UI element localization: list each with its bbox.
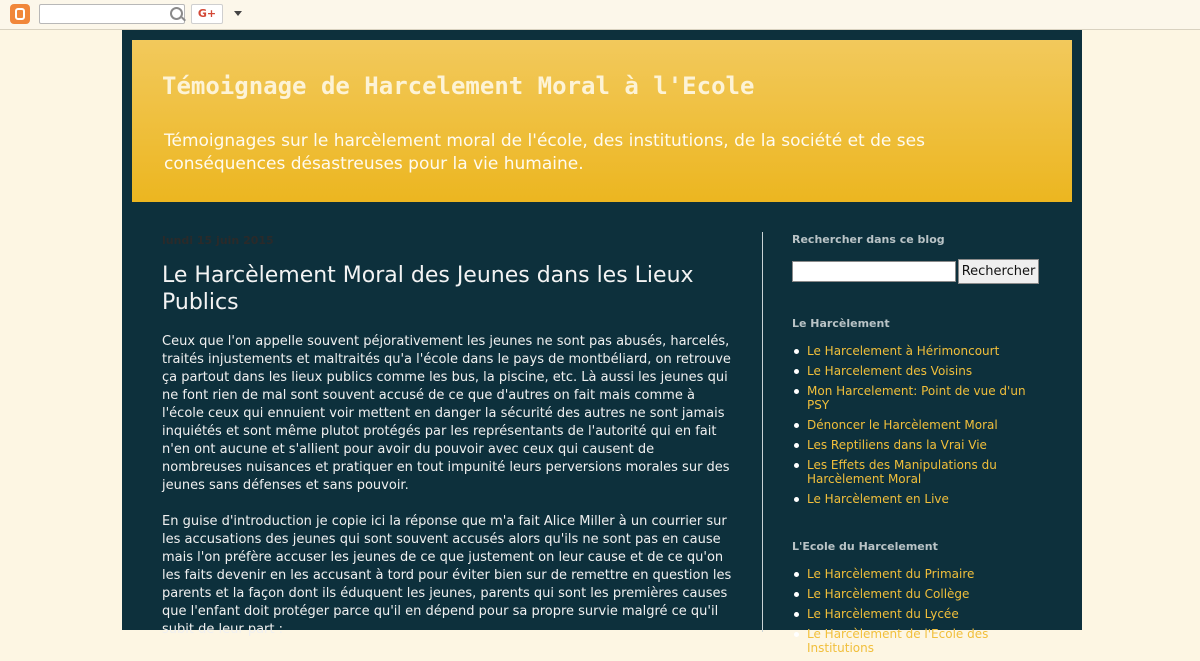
blog-search-input[interactable] <box>792 261 956 282</box>
search-icon[interactable] <box>170 7 183 20</box>
chevron-down-icon[interactable] <box>234 11 242 16</box>
blog-container <box>122 30 1082 655</box>
sidebar-link[interactable]: Mon Harcelement: Point de vue d'un PSY <box>792 384 1042 412</box>
sidebar-link[interactable]: Le Harcèlement du Collège <box>792 587 1042 601</box>
harcelement-link-list <box>792 344 1042 512</box>
sidebar-link[interactable]: Le Harcèlement de l'Ecole des Institutions <box>792 627 1042 655</box>
post-date: lundi 15 juin 2015 <box>162 234 274 247</box>
ecole-widget-title: L'Ecole du Harcelement <box>792 540 938 553</box>
post-paragraph: En guise d'introduction je copie ici la réponse que m'a fait Alice Miller à un courrier sur les accusations des jeunes qui sont souvent accusés alors qu'ils ne sont pas en cause mais l'on préfère accuser les jeunes de ce que justement on leur cause et de ce qu'on les faits devenir en les accusant à tord pour éviter bien sur de remettre en question les parents et la façon dont ils éduquent les jeunes, parents qui sont les premières causes que l'enfant doit protéger parce qu'il en dépend pour sa propre survie malgré ce qu'il subit de leur part : <box>162 514 732 637</box>
blog-header <box>132 40 1072 202</box>
ecole-link-list <box>792 567 1042 661</box>
sidebar-link[interactable]: Les Effets des Manipulations du Harcèlement Moral <box>792 458 1042 486</box>
post-title[interactable]: Le Harcèlement Moral des Jeunes dans les Lieux Publics <box>162 263 694 315</box>
sidebar-link[interactable]: Les Reptiliens dans la Vrai Vie <box>792 438 1042 452</box>
blogger-navbar <box>0 0 1200 30</box>
post-paragraph: Ceux que l'on appelle souvent péjorativement les jeunes ne sont pas abusés, harcelés, traités injustements et maltraités qu'a l'école dans le pays de montbéliard, on retrouve ça partout dans les lieux publics comme les bus, la piscine, etc. Là aussi les jeunes qui ne font rien de mal sont souvent accusé de ce que d'autres on fait mais comme à l'école ceux qui ennuient voir mettent en danger la sécurité des autres ne sont jamais inquiétés et sont même plutot protégés par les représentants de l'autorité qui en fait n'en ont aucune et s'allient pour avoir du pouvoir avec ceux qui causent de nombreuses nuisances et pratiquer en tout impunité leurs perversions morales sur des jeunes sans défenses et sans pouvoir. <box>162 334 731 493</box>
post-body <box>162 333 732 657</box>
search-button[interactable]: Rechercher <box>958 259 1039 284</box>
google-plus-button[interactable]: G+ <box>191 4 223 24</box>
blogger-logo-icon[interactable] <box>10 4 30 24</box>
navbar-search-input[interactable] <box>39 4 185 24</box>
sidebar-link[interactable]: Le Harcelement à Hérimoncourt <box>792 344 1042 358</box>
sidebar-link[interactable]: Le Harcèlement en Live <box>792 492 1042 506</box>
column-divider <box>762 232 763 632</box>
blog-description: Témoignages sur le harcèlement moral de l'école, des institutions, de la société et de ses conséquences désastreuses pour la vie humaine. <box>164 131 925 174</box>
search-widget-title: Rechercher dans ce blog <box>792 233 945 246</box>
harcelement-widget-title: Le Harcèlement <box>792 317 890 330</box>
sidebar-link[interactable]: Le Harcèlement du Primaire <box>792 567 1042 581</box>
sidebar-link[interactable]: Le Harcelement des Voisins <box>792 364 1042 378</box>
sidebar-link[interactable]: Dénoncer le Harcèlement Moral <box>792 418 1042 432</box>
sidebar-link[interactable]: Le Harcèlement du Lycée <box>792 607 1042 621</box>
blog-title[interactable]: Témoignage de Harcelement Moral à l'Ecole <box>162 72 755 100</box>
